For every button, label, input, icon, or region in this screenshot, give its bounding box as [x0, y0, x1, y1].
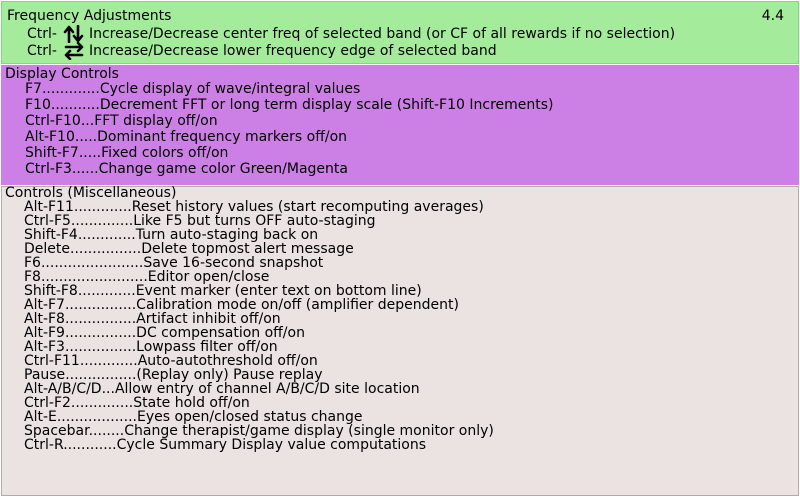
frequency-adjustments-panel: [1, 1, 799, 64]
freq-desc-lower-edge: Increase/Decrease lower frequency edge of selected band: [88, 43, 497, 59]
display-control-description: Cycle display of wave/integral values: [99, 81, 361, 97]
display-panel-title: Display Controls: [5, 66, 119, 82]
display-control-leader-dots: ...: [80, 113, 95, 129]
misc-control-key: Pause: [24, 367, 66, 383]
display-control-line: [25, 97, 554, 113]
misc-control-leader-dots: ..............: [70, 395, 134, 411]
display-control-key: F10: [25, 97, 51, 113]
misc-control-key: Alt-F11: [24, 199, 74, 215]
freq-key-ctrl: Ctrl-: [27, 43, 57, 59]
display-control-key: Ctrl-F3: [25, 161, 72, 177]
misc-control-description: Like F5 but turns OFF auto-staging: [133, 213, 376, 229]
misc-control-leader-dots: ................: [64, 311, 137, 327]
misc-control-leader-dots: ................: [64, 339, 137, 355]
misc-control-key: Alt-F8: [24, 311, 65, 327]
freq-line-lower-edge: [27, 42, 497, 60]
misc-control-key: Alt-F7: [24, 297, 65, 313]
misc-control-description: Eyes open/closed status change: [136, 409, 363, 425]
frequency-panel-title: Frequency Adjustments: [7, 8, 172, 24]
misc-control-description: Calibration mode on/off (amplifier dependent): [136, 297, 459, 313]
display-control-description: Change game color Green/Magenta: [98, 161, 348, 177]
misc-control-leader-dots: ........................: [40, 269, 148, 285]
misc-control-key: Ctrl-F11: [24, 353, 80, 369]
display-control-description: FFT display off/on: [94, 113, 218, 129]
misc-control-key: Alt-E: [24, 409, 57, 425]
version-label: 4.4: [761, 8, 784, 24]
misc-control-description: Artifact inhibit off/on: [136, 311, 281, 327]
misc-control-key: Ctrl-R: [24, 437, 64, 453]
misc-control-leader-dots: .............: [79, 353, 138, 369]
misc-control-description: Event marker (enter text on bottom line): [135, 283, 422, 299]
misc-control-leader-dots: ................: [64, 297, 137, 313]
freq-line-center: [27, 25, 675, 43]
misc-control-line: [24, 437, 426, 453]
display-control-line: [25, 161, 348, 177]
misc-control-leader-dots: .......................: [40, 255, 144, 271]
misc-control-leader-dots: ........: [88, 423, 125, 439]
display-control-key: Alt-F10: [25, 129, 75, 145]
misc-control-key: Ctrl-F5: [24, 213, 71, 229]
display-control-leader-dots: .....: [74, 129, 98, 145]
display-control-key: Ctrl-F10: [25, 113, 81, 129]
freq-key-ctrl: Ctrl-: [27, 26, 57, 42]
display-control-key: Shift-F7: [25, 145, 79, 161]
display-control-line: [25, 129, 347, 145]
misc-control-leader-dots: .............: [73, 199, 132, 215]
misc-control-leader-dots: ................: [70, 241, 142, 257]
freq-desc-center: Increase/Decrease center freq of selected band (or CF of all rewards if no selection): [88, 26, 676, 42]
misc-control-key: Shift-F8: [24, 283, 78, 299]
up-down-arrows-icon: [63, 25, 85, 43]
misc-control-leader-dots: ...: [101, 381, 115, 397]
misc-panel-title: Controls (Miscellaneous): [5, 185, 177, 201]
misc-control-key: Delete: [24, 241, 70, 257]
misc-control-description: Auto-autothreshold off/on: [137, 353, 318, 369]
misc-control-description: Save 16-second snapshot: [143, 255, 324, 271]
misc-control-leader-dots: ................: [64, 325, 137, 341]
misc-controls-panel: [1, 186, 799, 496]
misc-control-description: Editor open/close: [147, 269, 270, 285]
display-control-leader-dots: .............: [41, 81, 100, 97]
display-control-leader-dots: .....: [78, 145, 102, 161]
left-right-arrows-icon: [63, 42, 85, 60]
display-control-description: Decrement FFT or long term display scale (Shift-F10 Increments): [99, 97, 554, 113]
display-control-description: Fixed colors off/on: [101, 145, 229, 161]
display-control-leader-dots: ......: [71, 161, 99, 177]
misc-control-description: Lowpass filter off/on: [136, 339, 278, 355]
display-control-description: Dominant frequency markers off/on: [97, 129, 348, 145]
display-controls-panel: [1, 65, 799, 185]
misc-control-description: Turn auto-staging back on: [135, 227, 319, 243]
misc-control-key: F6: [24, 255, 41, 271]
misc-control-key: Ctrl-F2: [24, 395, 71, 411]
misc-control-key: Shift-F4: [24, 227, 78, 243]
misc-control-key: Alt-F3: [24, 339, 65, 355]
display-control-key: F7: [25, 81, 42, 97]
misc-control-leader-dots: .............: [77, 227, 136, 243]
misc-control-description: Reset history values (start recomputing averages): [131, 199, 484, 215]
misc-control-description: Delete topmost alert message: [141, 241, 354, 257]
misc-control-leader-dots: ................: [65, 367, 137, 383]
misc-control-key: F8: [24, 269, 41, 285]
misc-control-leader-dots: ..................: [56, 409, 137, 425]
misc-control-leader-dots: ............: [63, 437, 117, 453]
misc-control-key: Spacebar: [24, 423, 89, 439]
misc-control-description: Cycle Summary Display value computations: [116, 437, 427, 453]
misc-control-description: Change therapist/game display (single monitor only): [124, 423, 494, 439]
misc-control-description: Allow entry of channel A/B/C/D site location: [114, 381, 420, 397]
misc-control-leader-dots: ..............: [70, 213, 134, 229]
display-control-line: [25, 145, 228, 161]
misc-control-description: (Replay only) Pause replay: [136, 367, 323, 383]
misc-control-key: Alt-A/B/C/D: [24, 381, 102, 397]
display-control-leader-dots: ...........: [50, 97, 100, 113]
display-control-line: [25, 81, 360, 97]
misc-control-description: DC compensation off/on: [136, 325, 305, 341]
misc-control-key: Alt-F9: [24, 325, 65, 341]
display-control-line: [25, 113, 218, 129]
misc-control-leader-dots: .............: [77, 283, 136, 299]
misc-control-description: State hold off/on: [133, 395, 250, 411]
